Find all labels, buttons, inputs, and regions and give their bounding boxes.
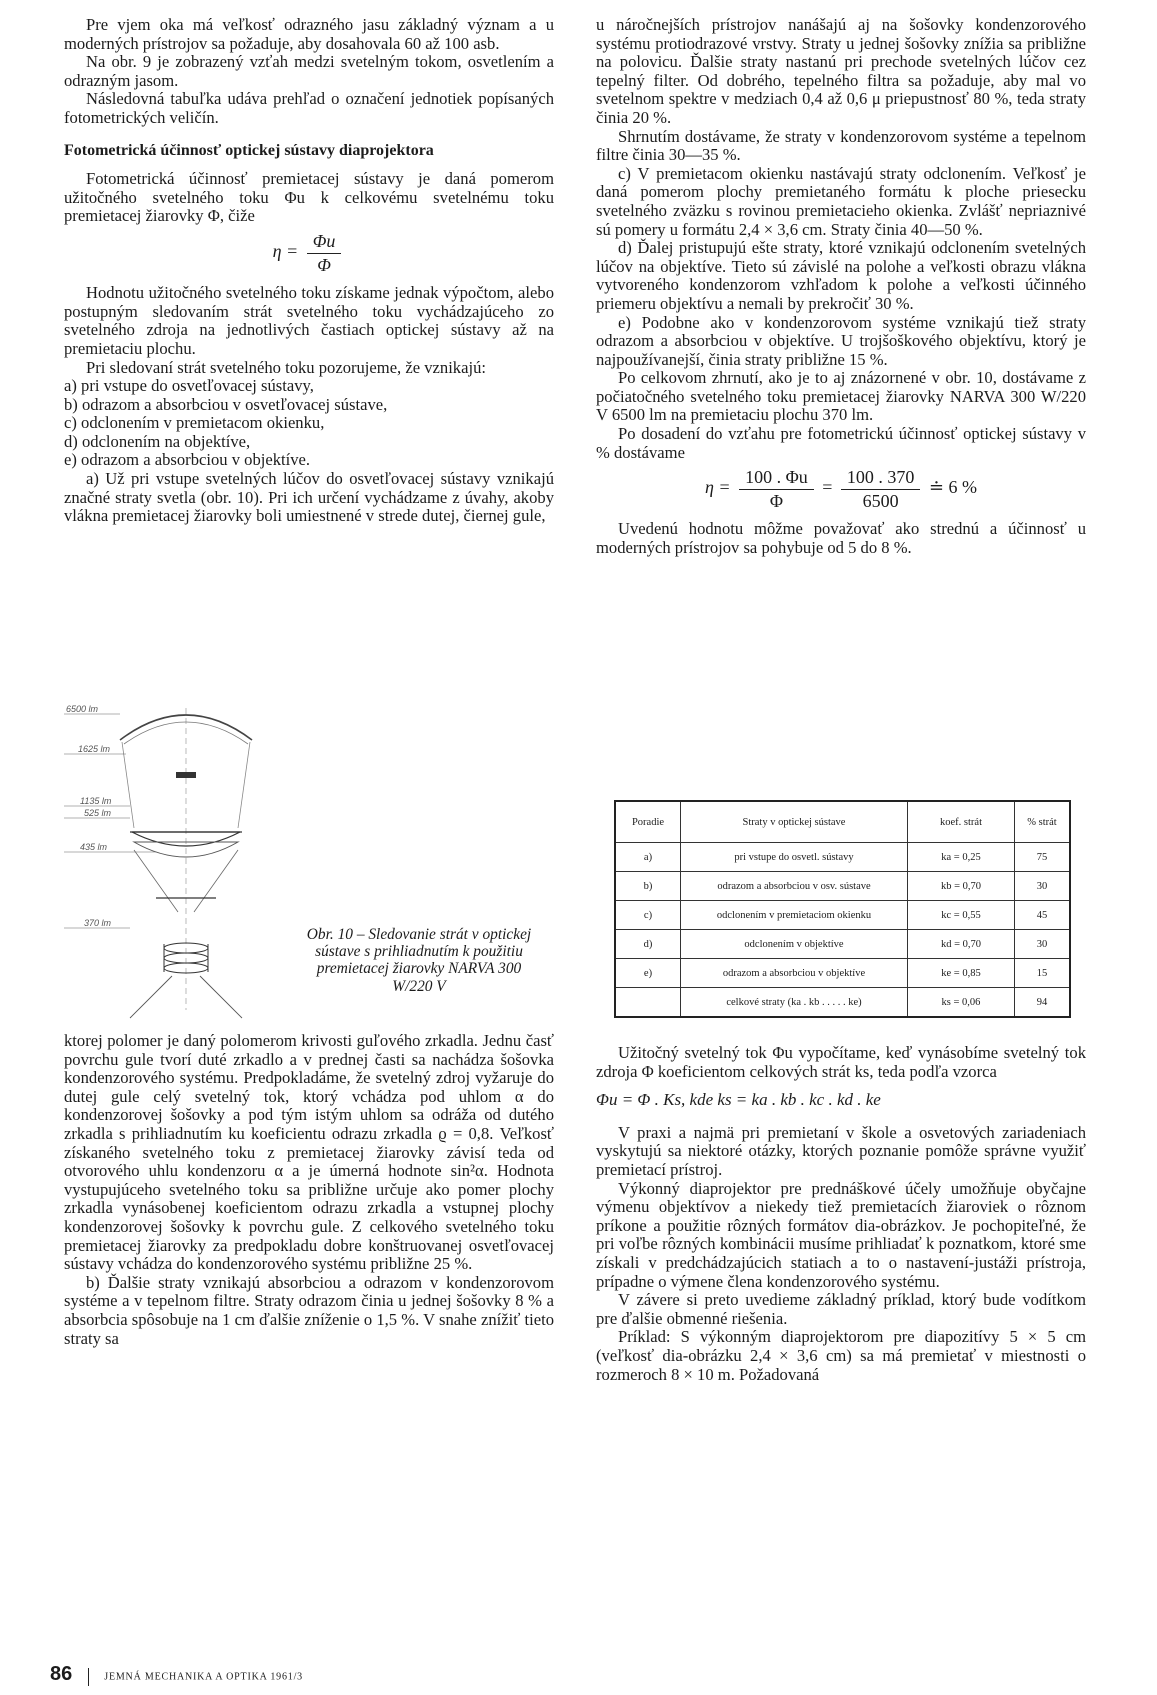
table-cell: odrazom a absorbciou v osv. sústave: [681, 872, 908, 901]
paragraph: Fotometrická účinnosť premietacej sústavy je daná pomerom užitočného svetelného toku Φu k celkovému svetelnému toku premietacej žiarovky Φ, čiže: [64, 169, 554, 226]
footer-divider: [88, 1668, 89, 1686]
calc-fraction: [841, 468, 921, 510]
paragraph: d) Ďalej pristupujú ešte straty, ktoré vznikajú odclonením svetelných lúčov na objektíve. Tieto sú závislé na polohe a veľkosti obrazu vlákna vytvoreného kondenzorom vzhľadom k polohe a veľkosti účinného priemeru objektívu a nemali by prekročiť 30 %.: [596, 238, 1086, 313]
paragraph: e) Podobne ako v kondenzorovom systéme vznikajú tiež straty odrazom a absorbciou v objektíve. U trojšoškového objektívu, ktorý je najpoužívanejší, činia straty približne 15 %.: [596, 312, 1086, 369]
list-item: b) odrazom a absorbciou v osvetľovacej sústave,: [64, 394, 388, 414]
table-cell: ka = 0,25: [908, 843, 1015, 872]
figure-label: 435 lm: [80, 842, 108, 852]
paragraph: Po dosadení do vzťahu pre fotometrickú účinnosť optickej sústavy v % dostávame: [596, 424, 1086, 462]
table-row: [615, 988, 1070, 1018]
efficiency-calculation: [596, 468, 1086, 510]
paragraph: Hodnotu užitočného svetelného toku získame jednak výpočtom, alebo postupným sledovaním strát svetelného toku vychádzajúceho zo svetelného zdroja na jednotlivých častiach optickej sústavy až na premietaciu plochu.: [64, 283, 554, 358]
optical-system-figure: [60, 700, 300, 1020]
calc-result: ≐ 6 %: [928, 477, 977, 498]
losses-table: [614, 800, 1071, 1018]
page-footer: [50, 1663, 303, 1686]
table-cell: a): [615, 843, 681, 872]
figure-caption: Obr. 10 – Sledovanie strát v optickej sústave s prihliadnutím k použitiu premietacej žiarovky NARVA 300 W/220 V: [306, 926, 532, 995]
calc-lhs: η =: [705, 477, 731, 498]
table-row: [615, 872, 1070, 901]
section-heading: Fotometrická účinnosť optickej sústavy diaprojektora: [64, 141, 434, 159]
paragraph: c) V premietacom okienku nastávajú straty odclonením. Veľkosť je daná pomerom plochy premietaného formátu k ploche priesecku svetelného zväzku s rovinou premietacieho okienka. Zvlášť nepriaznivé sú pomery u formátu 2,4 × 3,6 cm. Straty činia 40—50 %.: [596, 163, 1086, 239]
table-header: Poradie: [615, 801, 681, 843]
table-cell: kb = 0,70: [908, 872, 1015, 901]
left-column-bottom: [64, 1032, 554, 1348]
table-cell: [615, 988, 681, 1018]
list-item: e) odrazom a absorbciou v objektíve.: [64, 450, 311, 470]
figure-label: 6500 lm: [66, 704, 99, 714]
formula-lhs: η =: [272, 241, 299, 262]
list-item: d) odclonením na objektíve,: [64, 431, 251, 451]
table-cell: ke = 0,85: [908, 959, 1015, 988]
table-row: [615, 901, 1070, 930]
paragraph: Užitočný svetelný tok Φu vypočítame, keď vynásobíme svetelný tok zdroja Φ koeficientom celkových strát ks, teda podľa vzorca: [596, 1043, 1086, 1081]
journal-name: JEMNÁ MECHANIKA A OPTIKA 1961/3: [104, 1671, 303, 1683]
figure-label: 525 lm: [84, 808, 112, 818]
paragraph: V praxi a najmä pri premietaní v škole a osvetových zariadeniach vyskytujú sa niektoré otázky, ktorých poznanie pomôže správne využiť premietací prístroj.: [596, 1122, 1086, 1179]
table-header: koef. strát: [908, 801, 1015, 843]
table-cell: odclonením v premietaciom okienku: [681, 901, 908, 930]
table-cell: 30: [1015, 930, 1071, 959]
table-header: % strát: [1015, 801, 1071, 843]
table-row: [615, 843, 1070, 872]
calc-fraction: [739, 468, 814, 510]
paragraph: u náročnejších prístrojov nanášajú aj na šošovky kondenzorového systému protiodrazové vrstvy. Straty u jednej šošovky znížia sa približne na polovicu. Ďalšie straty nastanú pri prechode svetelných lúčov cez tepelný filter. Od dobrého, tepelného filtra sa požaduje, aby mal vo svetelnom spektre v medziach 0,4 až 0,6 μ priepustnosť 80 %, teda straty činia 20 %.: [596, 15, 1086, 127]
formula-fraction: [307, 232, 342, 274]
table-row: [615, 930, 1070, 959]
paragraph: Výkonný diaprojektor pre prednáškové účely umožňuje obyčajne výmenu objektívov a niekedy tiež premietacích žiaroviek o rôznom príkone a použitie rôzných formátov dia-obrázkov. Je pochopiteľné, že pri voľbe rôzných kombinácii musíme prihliadať k poznatkom, ktoré sme získali v predchádzajúcich statiach a to o nastavení-justáži prístroja, prípadne o výmene člena kondenzorového systému.: [596, 1178, 1086, 1291]
figure-label: 1625 lm: [78, 744, 111, 754]
paragraph: ktorej polomer je daný polomerom krivosti guľového zrkadla. Jednu časť povrchu gule tvorí duté zrkadlo a v prednej časti sa nachádza šošovka kondenzorového systému. Predpokladáme, že svetelný zdroj vyžaruje do dutej gule celý svetelný tok, ktorý vchádza pod uhlom α do kondenzorovej šošovky a pod tým istým uhlom sa odráža od dutého zrkadla s prihliadnutím ku koeficientu odrazu zrkadla ϱ = 0,8. Veľkosť získaného svetelného toku z premietacej žiarovky závisí teda od otvorového uhlu kondenzoru α a je úmerná hodnote sin²α. Hodnota vystupujúceho svetelného toku sa približne určuje ako pomer plochy zrkadla vynásobenej koeficientom odrazu zrkadla a vstupnej plochy kondenzorovej šošovky k povrchu gule. Z celkového svetelného toku premietacej žiarovky za predpokladu dobre konštruovanej osvetľovacej sústavy vchádza do kondenzorového systému približne 25 %.: [64, 1031, 554, 1274]
paragraph: a) Už pri vstupe svetelných lúčov do osvetľovacej sústavy vznikajú značné straty svetla (obr. 10). Pri ich určení vychádzame z úvahy, akoby vlákna premietacej žiarovky boli umiestnené v strede dutej, čiernej gule,: [64, 469, 554, 526]
table-cell: 15: [1015, 959, 1071, 988]
figure-label: 1135 lm: [80, 796, 112, 806]
table-cell: kc = 0,55: [908, 901, 1015, 930]
efficiency-formula: [64, 232, 554, 274]
figure-label: 370 lm: [84, 918, 112, 928]
table-cell: pri vstupe do osvetl. sústavy: [681, 843, 908, 872]
paragraph: Uvedenú hodnotu môžme považovať ako strednú a účinnosť u moderných prístrojov sa pohybuje od 5 do 8 %.: [596, 519, 1086, 558]
list-item: c) odclonením v premietacom okienku,: [64, 413, 325, 433]
paragraph: Následovná tabuľka udáva prehľad o označení jednotiek popísaných fotometrických veličín.: [64, 89, 554, 127]
table-cell: 45: [1015, 901, 1071, 930]
table-cell: c): [615, 901, 681, 930]
table-row: [615, 959, 1070, 988]
table-cell: d): [615, 930, 681, 959]
paragraph: Po celkovom zhrnutí, ako je to aj znázornené v obr. 10, dostávame z počiatočného svetelného toku premietacej žiarovky NARVA 300 W/220 V 6500 lm na premietaciu plochu 370 lm.: [596, 368, 1086, 425]
list-item: a) pri vstupe do osvetľovacej sústavy,: [64, 376, 314, 396]
table-cell: e): [615, 959, 681, 988]
formula-denominator: Φ: [317, 254, 331, 275]
flux-equation: Φu = Φ . Ks, kde ks = ka . kb . kc . kd . ke: [596, 1090, 881, 1110]
page-number: 86: [50, 1663, 73, 1685]
table-header-row: [615, 801, 1070, 843]
calc-numerator: 100 . Φu: [739, 468, 814, 490]
table-cell: 30: [1015, 872, 1071, 901]
calc-denominator: Φ: [769, 490, 783, 511]
calc-denominator: 6500: [862, 490, 899, 511]
table-cell: odclonením v objektíve: [681, 930, 908, 959]
paragraph: Pre vjem oka má veľkosť odrazného jasu základný význam a u moderných prístrojov sa požaduje, aby dosahovala 60 až 100 asb.: [64, 15, 554, 53]
paragraph: Pri sledovaní strát svetelného toku pozorujeme, že vznikajú:: [86, 357, 486, 377]
calc-equals: =: [822, 477, 833, 498]
paragraph: Na obr. 9 je zobrazený vzťah medzi svetelným tokom, osvetlením a odrazným jasom.: [64, 52, 554, 90]
loss-list: [64, 377, 554, 470]
table-cell: celkové straty (ka . kb . . . . . ke): [681, 988, 908, 1018]
paragraph: Shrnutím dostávame, že straty v kondenzorovom systéme a tepelnom filtre činia 30—35 %.: [596, 126, 1086, 165]
table-header: Straty v optickej sústave: [681, 801, 908, 843]
table-cell: 94: [1015, 988, 1071, 1018]
formula-numerator: Φu: [307, 232, 342, 254]
table-cell: kd = 0,70: [908, 930, 1015, 959]
right-column-bottom: [596, 1044, 1086, 1384]
right-column-top: [596, 16, 1086, 558]
left-column-top: [64, 16, 554, 526]
calc-numerator: 100 . 370: [841, 468, 921, 490]
paragraph: V závere si preto uvedieme základný príklad, ktorý bude vodítkom pre ďalšie obmenné riešenia.: [596, 1290, 1086, 1328]
figure-drawing: [60, 700, 300, 1020]
table-cell: ks = 0,06: [908, 988, 1015, 1018]
table-cell: odrazom a absorbciou v objektíve: [681, 959, 908, 988]
table-cell: b): [615, 872, 681, 901]
table-cell: 75: [1015, 843, 1071, 872]
paragraph: b) Ďalšie straty vznikajú absorbciou a odrazom v kondenzorovom systéme a v tepelnom filtre. Straty odrazom činia u jednej šošovky 8 % a absorbcia spôsobuje na 1 cm ďalšie zníženie o 1,5 %. V snahe znížiť tieto straty sa: [64, 1272, 554, 1348]
paragraph: Príklad: S výkonným diaprojektorom pre diapozitívy 5 × 5 cm (veľkosť dia-obrázku 2,4 × 3,6 cm) sa má premietať v miestnosti o rozmeroch 8 × 10 m. Požadovaná: [596, 1327, 1086, 1384]
